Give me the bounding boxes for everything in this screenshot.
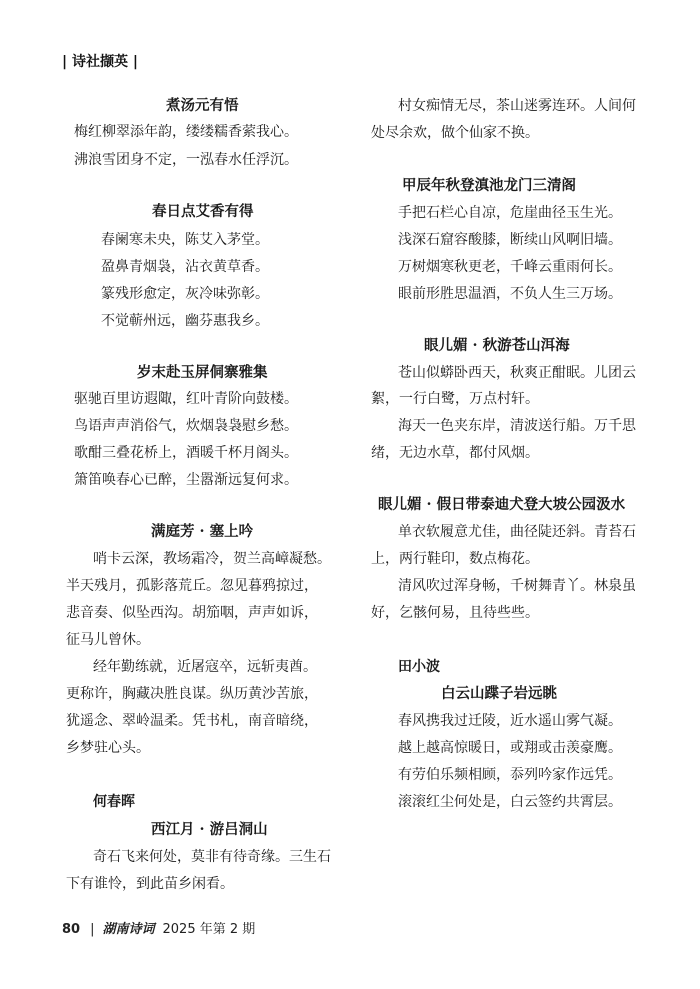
poem-line: 沸浪雪团身不定，一泓春水任浮沉。: [74, 152, 298, 168]
poem-line: 绪，无边水草，都付风烟。: [371, 445, 539, 461]
poem-line: 越上越高惊暖日，或翔或击羡豪鹰。: [398, 740, 622, 756]
poem-line: 海天一色夹东岸，清波送行船。万千思: [398, 418, 636, 434]
poem-line: 盈鼻青烟袅，沾衣黄草香。: [101, 259, 269, 275]
poem-line: 好，乞骸何易，且待些些。: [371, 605, 539, 621]
poem-line: 驱驰百里访遐陬，红叶青阶向鼓楼。: [74, 391, 298, 407]
poem-title: 满庭芳 · 塞上吟: [151, 523, 254, 540]
poem-line: 更称许，胸藏决胜良谋。纵历黄沙苦旅，: [66, 686, 318, 702]
poem-line: 清风吹过浑身畅，千树舞青丫。林泉虽: [398, 578, 636, 594]
poem-title: 西江月 · 游吕洞山: [151, 821, 268, 838]
poem-line: 单衣软履意尤佳，曲径陡还斜。青苔石: [398, 524, 636, 540]
poem-line: 哨卡云深，教场霜冷，贺兰高嶂凝愁。: [93, 551, 331, 567]
footer-separator: |: [90, 922, 95, 937]
poem-line: 奇石飞来何处，莫非有待奇缘。三生石: [93, 849, 331, 865]
poem-line: 滚滚红尘何处是，白云签约共霄层。: [398, 794, 622, 810]
page-footer: [62, 918, 255, 937]
poem-title: 甲辰年秋登滇池龙门三清阁: [402, 177, 576, 194]
poem-line: 村女痴情无尽，茶山迷雾连环。人间何: [398, 98, 636, 114]
poem-line: 手把石栏心自凉，危崖曲径玉生光。: [398, 205, 622, 221]
poem-line: 半天残月，孤影落荒丘。忽见暮鸦掠过，: [66, 578, 318, 594]
poem-line: 万树烟寒秋更老，千峰云重雨何长。: [398, 259, 622, 275]
poem-title: 白云山蹀子岩远眺: [441, 685, 557, 702]
poem-line: 梅红柳翠添年韵，缕缕糯香萦我心。: [74, 124, 298, 140]
poem-line: 不觉蕲州远，幽芬惠我乡。: [101, 313, 269, 329]
poem-line: 悲音奏、似坠西沟。胡笳咽，声声如诉，: [66, 605, 318, 621]
poem-line: 鸟语声声消俗气，炊烟袅袅慰乡愁。: [74, 418, 298, 434]
poem-line: 下有谁怜，到此苗乡闲看。: [66, 876, 234, 892]
poem-line: 箫笛唤春心已醉，尘嚣渐远复何求。: [74, 472, 298, 488]
section-header: | 诗社撷英 |: [62, 54, 138, 70]
poem-title: 煮汤元有悟: [166, 97, 239, 114]
poem-title: 眼儿媚 · 秋游苍山洱海: [424, 337, 570, 354]
author-name: 何春晖: [93, 794, 135, 810]
poem-line: 眼前形胜思温酒，不负人生三万场。: [398, 286, 622, 302]
poem-title: 春日点艾香有得: [152, 203, 254, 220]
author-name: 田小波: [398, 659, 440, 675]
poem-line: 苍山似蟒卧西天，秋爽正酣眠。儿团云: [398, 365, 636, 381]
poem-line: 经年勤练就，近屠寇卒，远斩夷酋。: [93, 659, 317, 675]
magazine-logo: 湖南诗词: [102, 922, 155, 937]
poem-line: 处尽余欢，做个仙家不换。: [371, 125, 539, 141]
poem-line: 春阑寒未央，陈艾入茅堂。: [101, 232, 269, 248]
poem-title: 岁末赴玉屏侗寨雅集: [137, 364, 268, 381]
poem-title: 眼儿媚 · 假日带泰迪犬登大坡公园汲水: [378, 496, 626, 513]
poem-line: 有劳伯乐频相顾，忝列吟家作远凭。: [398, 767, 622, 783]
poem-line: 犹遥念、翠岭温柔。凭书札，南音暗绕，: [66, 713, 318, 729]
issue-label: 2025 年第 2 期: [162, 922, 256, 937]
poem-line: 春风携我过迁陵，近水遥山雾气凝。: [398, 713, 622, 729]
poem-line: 征马儿曾休。: [66, 632, 150, 648]
poem-line: 歌酣三叠花桥上，酒暖千杯月阁头。: [74, 445, 298, 461]
poem-line: 上，两行鞋印，数点梅花。: [371, 551, 539, 567]
poem-line: 篆残形愈定，灰冷味弥彰。: [101, 286, 269, 302]
poem-line: 浅深石窟容酸膝，断续山风啊旧墙。: [398, 232, 622, 248]
page-number: 80: [62, 922, 81, 937]
poem-line: 乡梦驻心头。: [66, 740, 150, 756]
poem-line: 絮，一行白鹭，万点村轩。: [371, 391, 539, 407]
